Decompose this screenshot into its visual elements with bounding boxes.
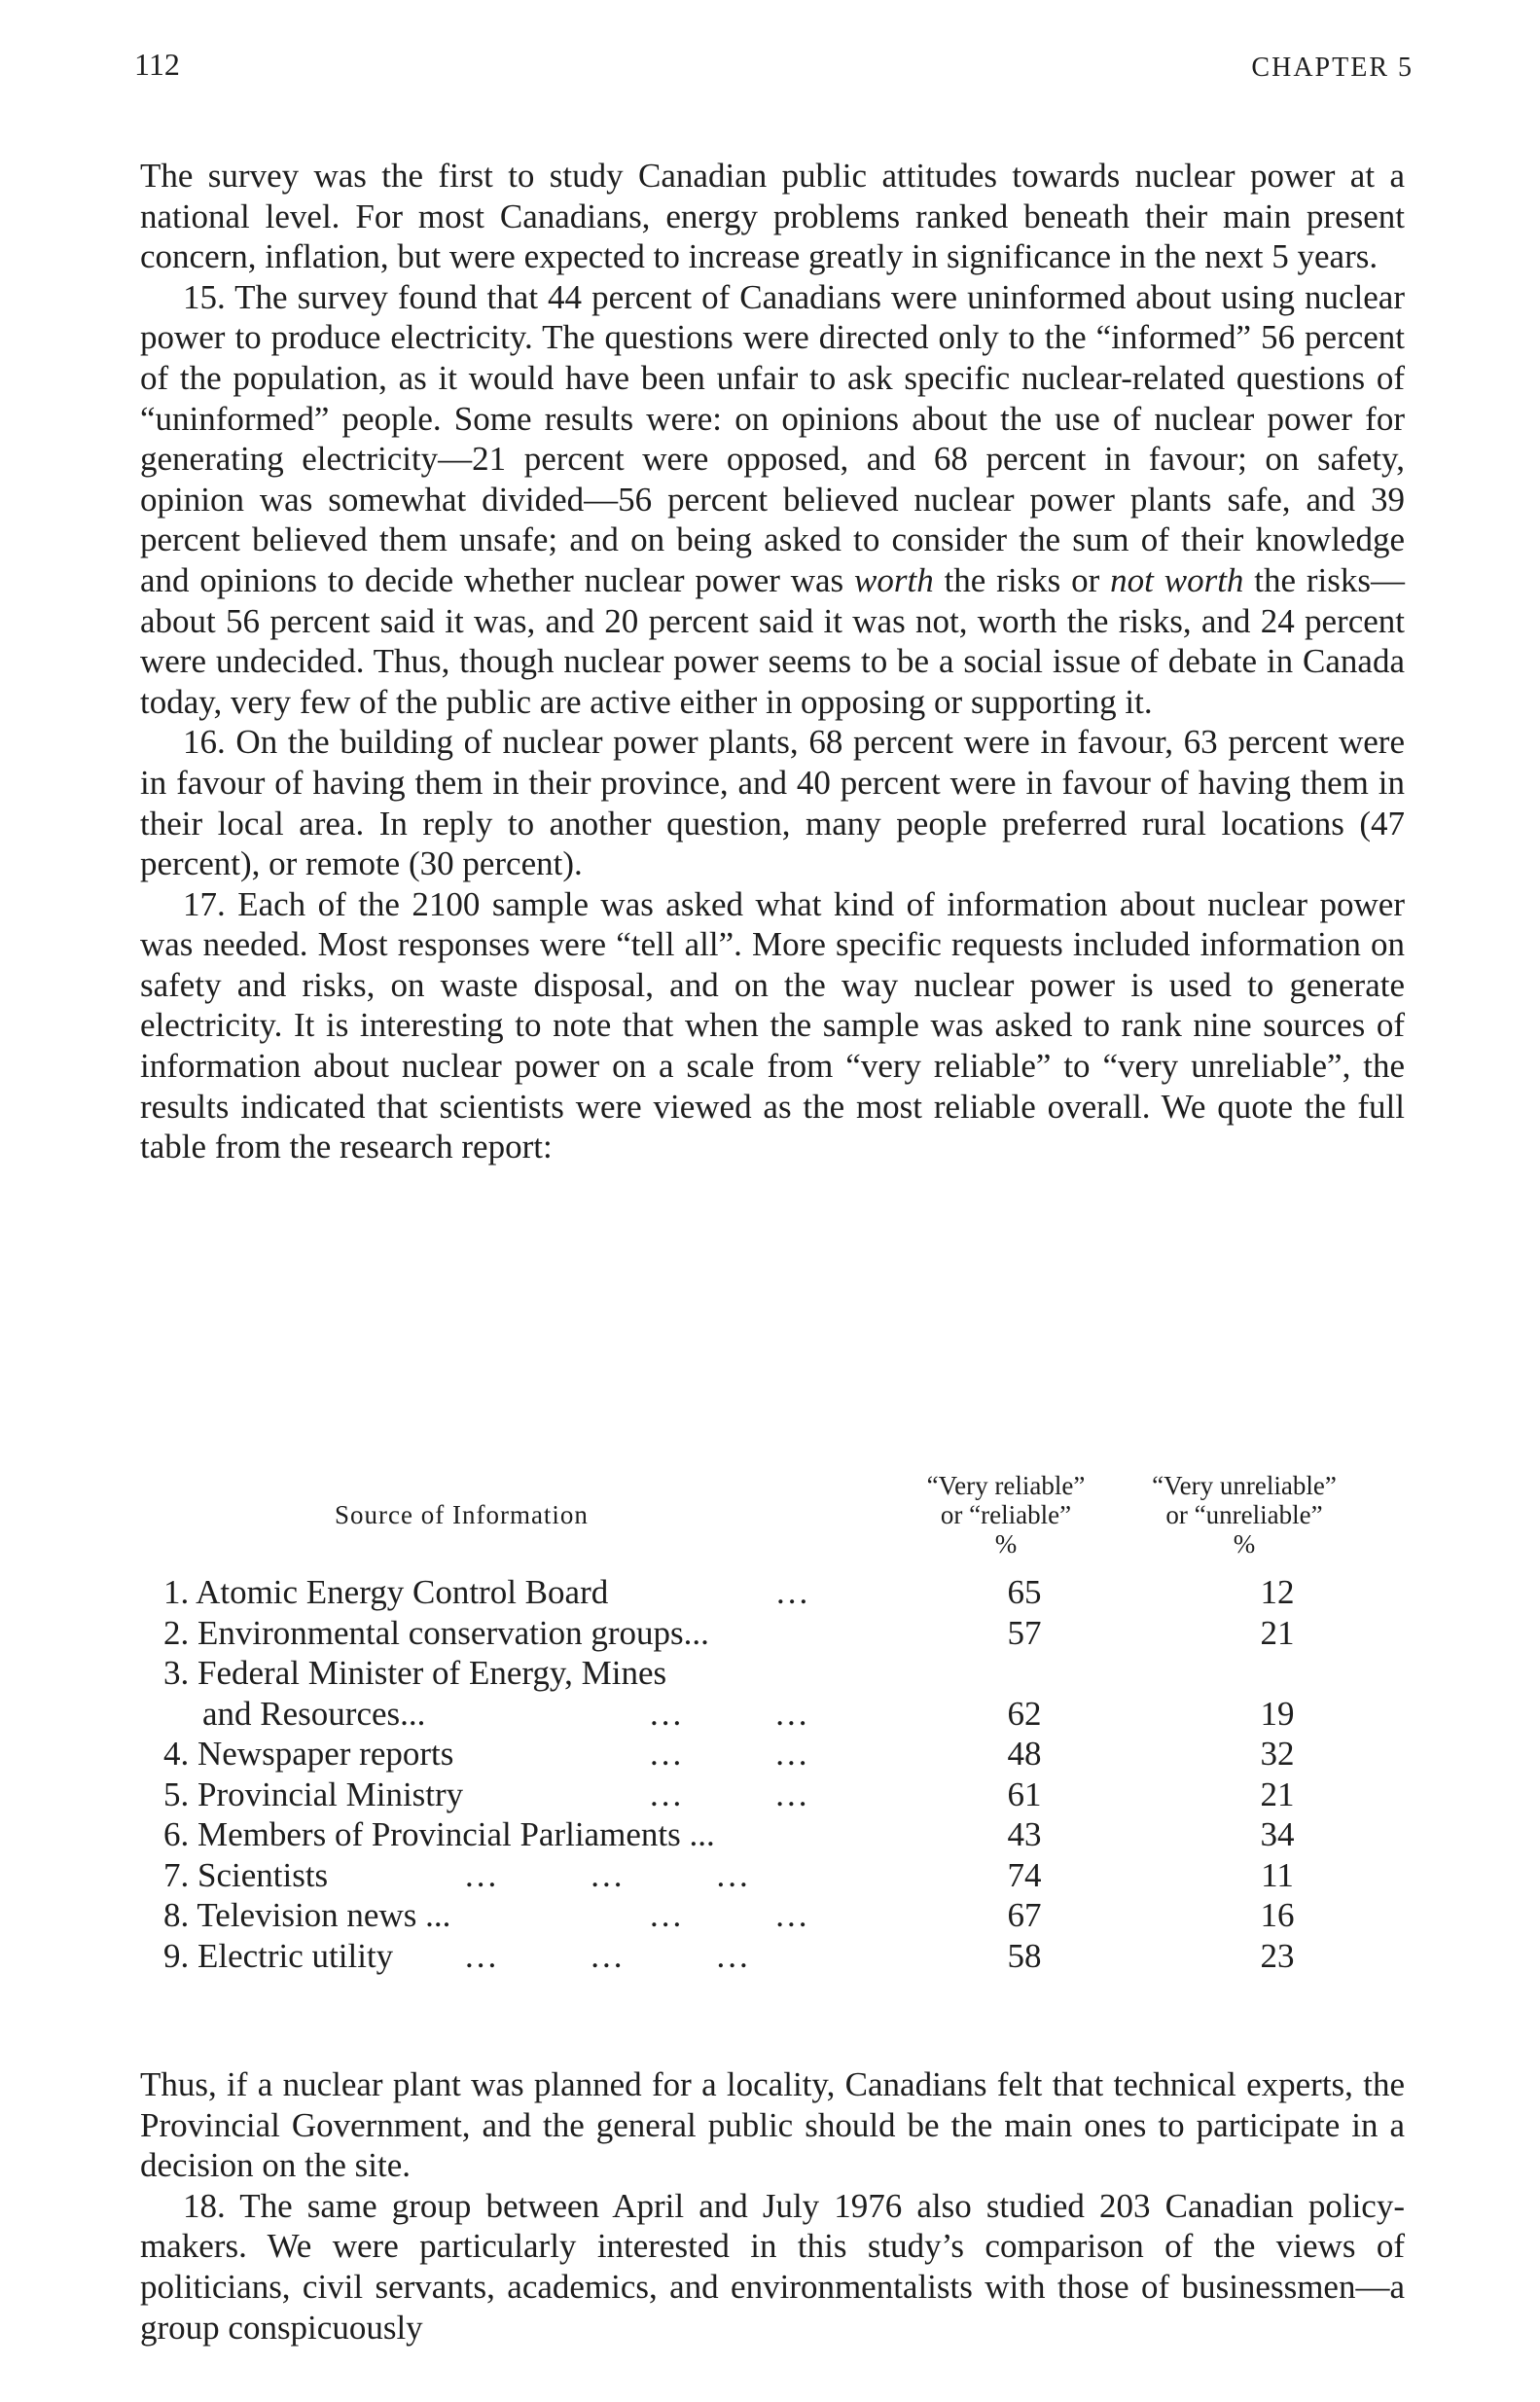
running-head-chapter: CHAPTER 5 — [1251, 53, 1414, 83]
row-reliable-value: 48 — [1007, 1735, 1042, 1773]
header-reliable-percent: % — [994, 1529, 1018, 1559]
row-reliable-value: 67 — [1007, 1896, 1042, 1934]
table-row — [163, 1936, 1405, 1977]
row-reliable-value: 57 — [1007, 1613, 1042, 1652]
row-label: 8. Television news ... — [163, 1896, 451, 1934]
page-number: 112 — [134, 47, 180, 82]
header-unreliable-line1: “Very unreliable” — [1152, 1471, 1337, 1500]
paragraph-15-mid: the risks or — [933, 560, 1111, 599]
row-unreliable-value: 32 — [1260, 1735, 1295, 1773]
table-header-source: Source of Information — [335, 1500, 589, 1529]
row-unreliable-value: 21 — [1260, 1775, 1295, 1813]
body-text-top — [140, 156, 1405, 1167]
header-reliable-line2: or “reliable” — [940, 1500, 1072, 1529]
body-text-bottom — [140, 2064, 1405, 2348]
table-row — [163, 1895, 1405, 1936]
row-unreliable-value: 23 — [1260, 1936, 1295, 1975]
row-reliable-value: 65 — [1007, 1573, 1042, 1611]
row-label: 4. Newspaper reports — [163, 1735, 454, 1773]
row-leader-dots: ... ... — [650, 1735, 810, 1773]
row-label: 6. Members of Provincial Parliaments ... — [163, 1815, 715, 1853]
table-header-unreliable — [1113, 1471, 1376, 1559]
paragraph-17: 17. Each of the 2100 sample was asked what kind of information about nuclear power was needed. Most responses were “tell all”. More specific requests included information on safety and risks, on waste disposal, and on the way nuclear power is used to generate electricity. It is interesting to note that when the sample was asked to rank nine sources of information about nuclear power on a scale from “very reliable” to “very unreliable”, the results indicated that scientists were viewed as the most reliable overall. We quote the full table from the research report: — [140, 884, 1405, 1166]
header-reliable-line1: “Very reliable” — [926, 1471, 1086, 1500]
paragraph-15-end: the risks—about 56 percent said it was, and 20 percent said it was not, worth the risks, and 24 percent were undecided. Thus, though nuclear power seems to be a social issue of debate in Canada today, very few of the public are active either in opposing or supporting it. — [140, 560, 1405, 721]
row-unreliable-value: 21 — [1260, 1613, 1295, 1652]
row-reliable-value: 74 — [1007, 1855, 1042, 1894]
row-unreliable-value: 16 — [1260, 1896, 1295, 1934]
row-label: 5. Provincial Ministry — [163, 1775, 464, 1813]
table-row — [163, 1613, 1405, 1654]
reliability-table — [140, 1471, 1405, 1977]
row-leader-dots: ... ... ... — [465, 1936, 751, 1975]
paragraph-15 — [140, 277, 1405, 723]
row-leader-dots: ... ... — [650, 1896, 810, 1934]
row-leader-dots: ... ... — [650, 1694, 810, 1733]
row-label: 7. Scientists — [163, 1855, 329, 1894]
table-row — [163, 1814, 1405, 1855]
header-unreliable-percent: % — [1233, 1529, 1256, 1559]
row-unreliable-value: 19 — [1260, 1694, 1295, 1733]
table-row — [163, 1775, 1405, 1815]
row-unreliable-value: 34 — [1260, 1815, 1295, 1853]
row-unreliable-value: 12 — [1260, 1573, 1295, 1611]
emphasis-not-worth: not worth — [1110, 560, 1244, 599]
row-label: 9. Electric utility — [163, 1936, 394, 1975]
paragraph-16: 16. On the building of nuclear power plants, 68 percent were in favour, 63 percent were in favour of having them in their province, and 40 percent were in favour of having them in their local area. In reply to another question, many people preferred rural locations (47 percent), or remote (30 percent). — [140, 723, 1405, 883]
emphasis-worth: worth — [854, 560, 934, 599]
paragraph-15-start: 15. The survey found that 44 percent of Canadians were uninformed about using nuclear power to produce electricity. The questions were directed only to the “informed” 56 percent of the population, as it would have been unfair to ask specific nuclear-related questions of “uninformed” people. Some results were: on opinions about the use of nuclear power for generating electricity—21 percent were opposed, and 68 percent in favour; on safety, opinion was somewhat divided—56 percent believed nuclear power plants safe, and 39 percent believed them unsafe; and on being asked to consider the sum of their knowledge and opinions to decide whether nuclear power was — [140, 277, 1405, 599]
paragraph-intro: The survey was the first to study Canadian public attitudes towards nuclear power at a national level. For most Canadians, energy problems ranked beneath their main present concern, inflation, but were expected to increase greatly in significance in the next 5 years. — [140, 157, 1405, 276]
row-label: 1. Atomic Energy Control Board — [163, 1573, 609, 1611]
paragraph-18: 18. The same group between April and July 1976 also studied 203 Canadian policy-makers. We were particularly interested in this study’s comparison of the views of politicians, civil servants, academics, and environmentalists with those of businessmen—a group conspicuously — [140, 2186, 1405, 2347]
row-label-continued: and Resources... — [202, 1694, 426, 1733]
table-row — [163, 1855, 1405, 1896]
table-rows — [163, 1572, 1405, 1976]
table-row — [163, 1572, 1405, 1613]
row-label: 3. Federal Minister of Energy, Mines — [163, 1654, 667, 1692]
row-reliable-value: 43 — [1007, 1815, 1042, 1853]
table-header-reliable — [879, 1471, 1132, 1559]
row-reliable-value: 61 — [1007, 1775, 1042, 1813]
table-row — [163, 1734, 1405, 1775]
row-label: 2. Environmental conservation groups... — [163, 1613, 709, 1652]
row-unreliable-value: 11 — [1261, 1855, 1294, 1894]
paragraph-conclusion: Thus, if a nuclear plant was planned for a locality, Canadians felt that technical experts, the Provincial Government, and the general public should be the main ones to participate in a decision on the site. — [140, 2065, 1405, 2185]
row-leader-dots: ... ... — [650, 1775, 810, 1813]
row-reliable-value: 58 — [1007, 1936, 1042, 1975]
row-leader-dots: ... ... ... — [465, 1855, 751, 1894]
row-leader-dots: ... — [776, 1573, 811, 1611]
header-unreliable-line2: or “unreliable” — [1165, 1500, 1323, 1529]
table-row — [163, 1653, 1405, 1734]
row-reliable-value: 62 — [1007, 1694, 1042, 1733]
